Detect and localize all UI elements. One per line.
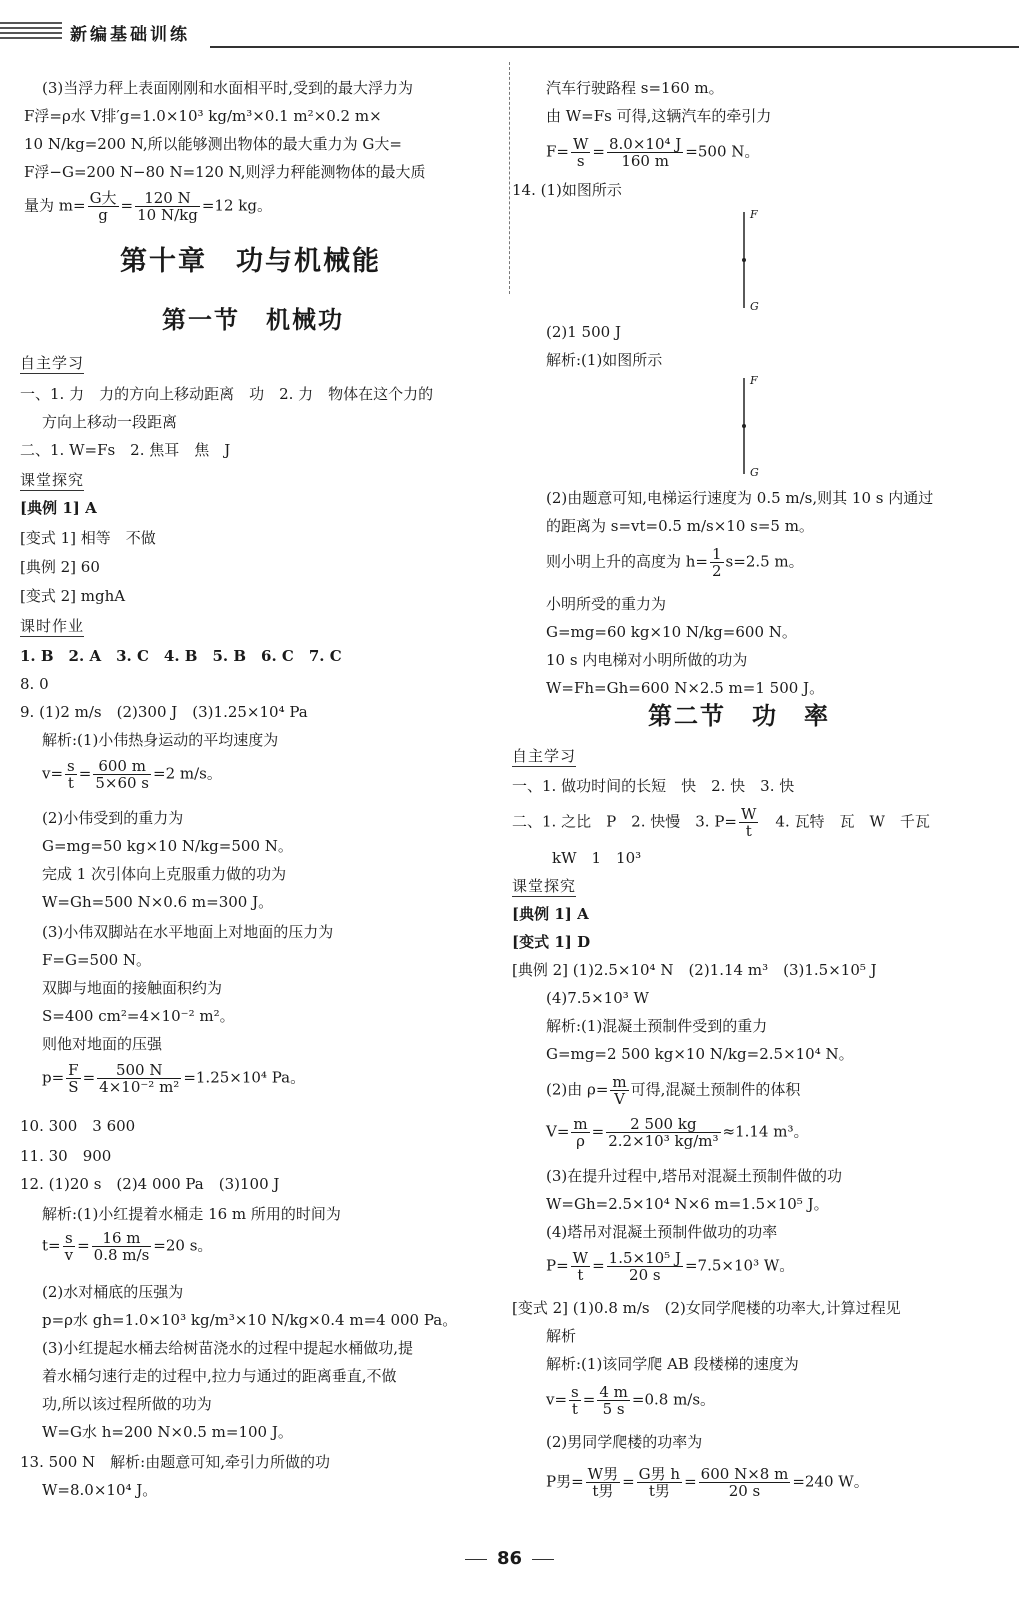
formula-text: 二、1. 之比 P 2. 快慢 3. P= xyxy=(512,812,737,831)
formula-text: =2 m/s。 xyxy=(153,764,222,783)
section-tag xyxy=(20,616,84,636)
text-line: 1. B 2. A 3. C 4. B 5. B 6. C 7. C xyxy=(20,647,342,665)
fraction xyxy=(571,1116,589,1149)
denominator: 20 s xyxy=(728,1482,761,1500)
denominator: 4×10⁻² m² xyxy=(99,1078,180,1096)
fraction xyxy=(597,1384,630,1417)
formula-text: P= xyxy=(546,1256,569,1275)
formula-line: P= $\frac{W}{t}$ = $\frac{\text{1.5×10⁵ J}}{20 s}$ =7.5×10³ W。 xyxy=(546,1249,795,1284)
text-line: 解析 xyxy=(546,1327,577,1345)
fraction xyxy=(571,136,590,169)
text-line: 14. (1)如图所示 xyxy=(512,181,622,199)
numerator: 600 m xyxy=(93,758,151,775)
text-line: (3)小红提起水桶去给树苗浇水的过程中提起水桶做功,提 xyxy=(42,1339,414,1357)
text-line: 二、1. W=Fs 2. 焦耳 焦 J xyxy=(20,441,231,459)
section-tag xyxy=(20,353,84,373)
denominator: t男 xyxy=(592,1482,614,1500)
fraction xyxy=(606,1116,720,1149)
text-line: 功,所以该过程所做的功为 xyxy=(42,1395,212,1413)
text-line: 着水桶匀速行走的过程中,拉力与通过的距离垂直,不做 xyxy=(42,1367,397,1385)
fraction xyxy=(739,806,758,839)
text-line: 解析:(1)如图所示 xyxy=(546,351,663,369)
text-line: (2)1 500 J xyxy=(546,323,621,341)
text-line: 10. 300 3 600 xyxy=(20,1117,136,1135)
text-line: W=Gh=500 N×0.6 m=300 J。 xyxy=(42,893,274,911)
formula-text: 则小明上升的高度为 h= xyxy=(546,552,708,571)
formula-text: P男= xyxy=(546,1472,584,1491)
formula-line: V= $\frac{m}{\rho}$ = $\frac{2 500 kg}{\text{2.2×10³ kg/m³}}$ ≈1.14 m³。 xyxy=(546,1115,809,1150)
fraction xyxy=(607,136,683,169)
text-line: 由 W=Fs 可得,这辆汽车的牵引力 xyxy=(546,107,772,125)
denominator: t xyxy=(67,774,74,792)
text-line: W=8.0×10⁴ J。 xyxy=(42,1481,158,1499)
fraction xyxy=(88,190,119,223)
numerator: W男 xyxy=(587,1465,619,1483)
numerator: 4 m xyxy=(599,1383,628,1401)
tag-label: 自主学习 xyxy=(512,747,577,765)
numerator: 2 500 kg xyxy=(606,1116,720,1133)
denominator: t男 xyxy=(648,1482,670,1500)
denominator: t xyxy=(577,1266,584,1284)
text-line: [变式 1] D xyxy=(512,933,591,951)
fraction xyxy=(97,1062,181,1095)
text-line: [变式 2] mghA xyxy=(20,587,126,605)
fraction xyxy=(569,1384,581,1417)
text-line: 方向上移动一段距离 xyxy=(42,413,178,431)
section-title: 第一节 机械功 xyxy=(162,306,344,334)
formula-line: v= $\frac{s}{t}$ = $\frac{4 m}{5 s}$ =0.8 m/s。 xyxy=(546,1383,716,1418)
text-line: [典例 1] A xyxy=(512,905,589,923)
text-line: [变式 1] 相等 不做 xyxy=(20,529,156,547)
fraction xyxy=(586,1466,620,1499)
formula-text: =500 N。 xyxy=(685,142,760,161)
text-line: (3)在提升过程中,塔吊对混凝土预制件做的功 xyxy=(546,1167,843,1185)
section-tag xyxy=(512,876,576,896)
text-line: 12. (1)20 s (2)4 000 Pa (3)100 J xyxy=(20,1175,280,1193)
text-line: (2)小伟受到的重力为 xyxy=(42,809,184,827)
text-line: 小明所受的重力为 xyxy=(546,595,667,613)
denominator: t xyxy=(745,822,752,840)
denominator: 20 s xyxy=(629,1266,661,1284)
text-line: S=400 cm²=4×10⁻² m²。 xyxy=(42,1007,235,1025)
numerator: s xyxy=(571,1383,579,1401)
text-line: W=Gh=2.5×10⁴ N×6 m=1.5×10⁵ J。 xyxy=(546,1195,829,1213)
numerator: s xyxy=(67,757,75,775)
formula-text: t= xyxy=(42,1236,61,1255)
formula-text: F= xyxy=(546,142,569,161)
text-line: (3)小伟双脚站在水平地面上对地面的压力为 xyxy=(42,923,334,941)
text-line: [典例 2] (1)2.5×10⁴ N (2)1.14 m³ (3)1.5×10⁵ J xyxy=(512,961,877,979)
tag-label: 课时作业 xyxy=(20,617,85,635)
denominator: 160 m xyxy=(621,152,669,170)
numerator: 1 xyxy=(712,545,722,563)
section-tag xyxy=(20,470,84,490)
fraction xyxy=(66,1062,80,1095)
formula-text: v= xyxy=(546,1390,568,1409)
force-diagram xyxy=(736,208,776,316)
formula-line: t= $\frac{s}{v}$ = $\frac{16 m}{0.8 m/s}$ =20 s。 xyxy=(42,1229,213,1264)
numerator: G大 xyxy=(89,189,117,207)
text-line: 解析:(1)小伟热身运动的平均速度为 xyxy=(42,731,279,749)
numerator: 16 m xyxy=(92,1230,152,1247)
page-header xyxy=(0,0,1019,48)
tag-label: 课堂探究 xyxy=(20,471,85,489)
numerator: s xyxy=(63,1230,75,1247)
numerator: W xyxy=(741,805,757,823)
formula-line: v= $\frac{s}{t}$ = $\frac{600 m}{5\times 60 s}$ =2 m/s。 xyxy=(42,757,222,792)
page-number-dash xyxy=(532,1559,554,1560)
chapter-title: 第十章 功与机械能 xyxy=(120,246,381,277)
formula-text: =7.5×10³ W。 xyxy=(684,1256,795,1275)
denominator: 2.2×10³ kg/m³ xyxy=(608,1132,719,1150)
numerator: 500 N xyxy=(97,1062,181,1079)
text-line: (2)男同学爬楼的功率为 xyxy=(546,1433,703,1451)
header-title: 新编基础训练 xyxy=(70,25,190,45)
text-line: p=ρ水 gh=1.0×10³ kg/m³×10 N/kg×0.4 m=4 000 Pa。 xyxy=(42,1311,458,1329)
text-line: (4)塔吊对混凝土预制件做功的功率 xyxy=(546,1223,778,1241)
text-line: F浮=ρ水 V排′g=1.0×10³ kg/m³×0.1 m²×0.2 m× xyxy=(24,107,382,125)
text-line: F=G=500 N。 xyxy=(42,951,152,969)
text-line: 双脚与地面的接触面积约为 xyxy=(42,979,223,997)
formula-text: v= xyxy=(42,764,64,783)
formula-line xyxy=(512,806,930,839)
numerator: 1.5×10⁵ J xyxy=(608,1249,681,1267)
numerator: m xyxy=(573,1115,588,1133)
text-line: [典例 1] A xyxy=(20,499,97,517)
formula-text: p= xyxy=(42,1068,65,1087)
formula-text: 4. 瓦特 瓦 W 千瓦 xyxy=(760,812,930,831)
text-line: 完成 1 次引体向上克服重力做的功为 xyxy=(42,865,287,883)
denominator: 5 s xyxy=(602,1400,625,1418)
denominator: g xyxy=(98,206,108,224)
formula-text: ≈1.14 m³。 xyxy=(722,1122,809,1141)
text-line: 一、1. 力 力的方向上移动距离 功 2. 力 物体在这个力的 xyxy=(20,385,434,403)
fraction xyxy=(610,1074,628,1107)
text-line: [典例 2] 60 xyxy=(20,558,100,576)
formula-text: =20 s。 xyxy=(153,1236,213,1255)
numerator: F xyxy=(68,1061,79,1079)
text-line: [变式 2] (1)0.8 m/s (2)女同学爬楼的功率大,计算过程见 xyxy=(512,1299,901,1317)
text-line: 则他对地面的压强 xyxy=(42,1035,163,1053)
text-line: G=mg=2 500 kg×10 N/kg=2.5×10⁴ N。 xyxy=(546,1045,854,1063)
section-tag xyxy=(512,746,576,766)
fraction xyxy=(93,758,151,791)
fraction xyxy=(63,1230,75,1263)
numerator: 600 N×8 m xyxy=(700,1465,789,1483)
text-line: G=mg=50 kg×10 N/kg=500 N。 xyxy=(42,837,293,855)
denominator: S xyxy=(68,1078,79,1096)
text-line: (4)7.5×10³ W xyxy=(546,989,649,1007)
text-line: W=G水 h=200 N×0.5 m=100 J。 xyxy=(42,1423,293,1441)
fraction xyxy=(607,1250,683,1283)
formula-text: s=2.5 m。 xyxy=(725,552,804,571)
text-line: F浮−G=200 N−80 N=120 N,则浮力秤能测物体的最大质 xyxy=(24,163,426,181)
text-line: 9. (1)2 m/s (2)300 J (3)1.25×10⁴ Pa xyxy=(20,703,308,721)
tag-label: 课堂探究 xyxy=(512,877,577,895)
numerator: G男 h xyxy=(638,1465,681,1483)
force-diagram xyxy=(736,374,776,482)
numerator: W xyxy=(572,135,589,153)
denominator: 10 N/kg xyxy=(137,206,198,224)
text-line: (2)由题意可知,电梯运行速度为 0.5 m/s,则其 10 s 内通过 xyxy=(546,489,934,507)
formula-text: =0.8 m/s。 xyxy=(631,1390,716,1409)
header-decoration xyxy=(0,22,62,42)
fraction xyxy=(92,1230,152,1263)
numerator: 8.0×10⁴ J xyxy=(608,135,682,153)
section-title: 第二节 功 率 xyxy=(648,702,830,730)
denominator: V xyxy=(614,1090,625,1108)
text-line: 13. 500 N 解析:由题意可知,牵引力所做的功 xyxy=(20,1453,330,1471)
fraction xyxy=(65,758,77,791)
text-line: (2)水对桶底的压强为 xyxy=(42,1283,184,1301)
text-line: W=Fh=Gh=600 N×2.5 m=1 500 J。 xyxy=(546,679,825,697)
denominator: s xyxy=(576,152,585,170)
formula-line: 量为 m= $\frac{\text{G大}}{g}$ = $\frac{120 N}{10 N/kg}$ =12 kg。 xyxy=(24,189,272,224)
page-number xyxy=(0,1548,1019,1569)
formula-text: =240 W。 xyxy=(792,1472,869,1491)
text-line: 的距离为 s=vt=0.5 m/s×10 s=5 m。 xyxy=(546,517,814,535)
text-line: G=mg=60 kg×10 N/kg=600 N。 xyxy=(546,623,797,641)
text-line: 解析:(1)该同学爬 AB 段楼梯的速度为 xyxy=(546,1355,799,1373)
fraction xyxy=(637,1466,682,1499)
text-line: (3)当浮力秤上表面刚刚和水面相平时,受到的最大浮力为 xyxy=(42,79,414,97)
tag-label: 自主学习 xyxy=(20,354,85,372)
force-label-g: G xyxy=(750,466,759,479)
formula-text: 可得,混凝土预制件的体积 xyxy=(630,1080,801,1099)
text-line: 11. 30 900 xyxy=(20,1147,112,1165)
formula-line: p= $\frac{F}{S}$ = $\frac{500 N}{\text{4×10⁻² m²}}$ =1.25×10⁴ Pa。 xyxy=(42,1061,306,1096)
formula-line xyxy=(546,1074,800,1107)
denominator: ρ xyxy=(576,1132,585,1150)
formula-line: F= $\frac{W}{s}$ = $\frac{\text{8.0×10⁴ J}}{160 m}$ =500 N。 xyxy=(546,135,760,170)
text-line: 一、1. 做功时间的长短 快 2. 快 3. 快 xyxy=(512,777,795,795)
fraction xyxy=(699,1466,791,1499)
force-label-g: G xyxy=(750,300,759,313)
formula-text: V= xyxy=(546,1122,570,1141)
text-line: 10 N/kg=200 N,所以能够测出物体的最大重力为 G大= xyxy=(24,135,402,153)
formula-text: (2)由 ρ= xyxy=(546,1080,609,1099)
header-rule xyxy=(210,46,1019,48)
numerator: W xyxy=(572,1249,589,1267)
denominator: 2 xyxy=(712,562,722,580)
text-line: 汽车行驶路程 s=160 m。 xyxy=(546,79,724,97)
page-number-value: 86 xyxy=(496,1548,523,1569)
text-line: 解析:(1)小红提着水桶走 16 m 所用的时间为 xyxy=(42,1205,341,1223)
force-label-f: F xyxy=(750,374,758,387)
page-number-dash xyxy=(465,1559,487,1560)
text-line: 解析:(1)混凝土预制件受到的重力 xyxy=(546,1017,768,1035)
denominator: 0.8 m/s xyxy=(93,1246,150,1264)
formula-line xyxy=(546,546,804,579)
numerator: 120 N xyxy=(135,190,200,207)
formula-line: P男= $\frac{\text{W男}}{\text{t男}}$ = $\frac{\text{G男 h}}{\text{t男}}$ = $\frac{600 N\times 8 m}{20 s}$ =240 W。 xyxy=(546,1465,869,1500)
formula-text: 量为 m= xyxy=(24,196,86,215)
text-line: 10 s 内电梯对小明所做的功为 xyxy=(546,651,748,669)
fraction xyxy=(571,1250,590,1283)
fraction xyxy=(135,190,200,223)
denominator: t xyxy=(571,1400,578,1418)
fraction xyxy=(710,546,724,579)
force-label-f: F xyxy=(750,208,758,221)
denominator: v xyxy=(64,1246,74,1264)
text-line: kW 1 10³ xyxy=(552,849,642,867)
text-line: 8. 0 xyxy=(20,675,49,693)
numerator: m xyxy=(612,1073,627,1091)
column-divider xyxy=(509,62,510,294)
formula-text: =12 kg。 xyxy=(201,196,272,215)
denominator: 5×60 s xyxy=(95,774,149,792)
formula-text: =1.25×10⁴ Pa。 xyxy=(183,1068,306,1087)
